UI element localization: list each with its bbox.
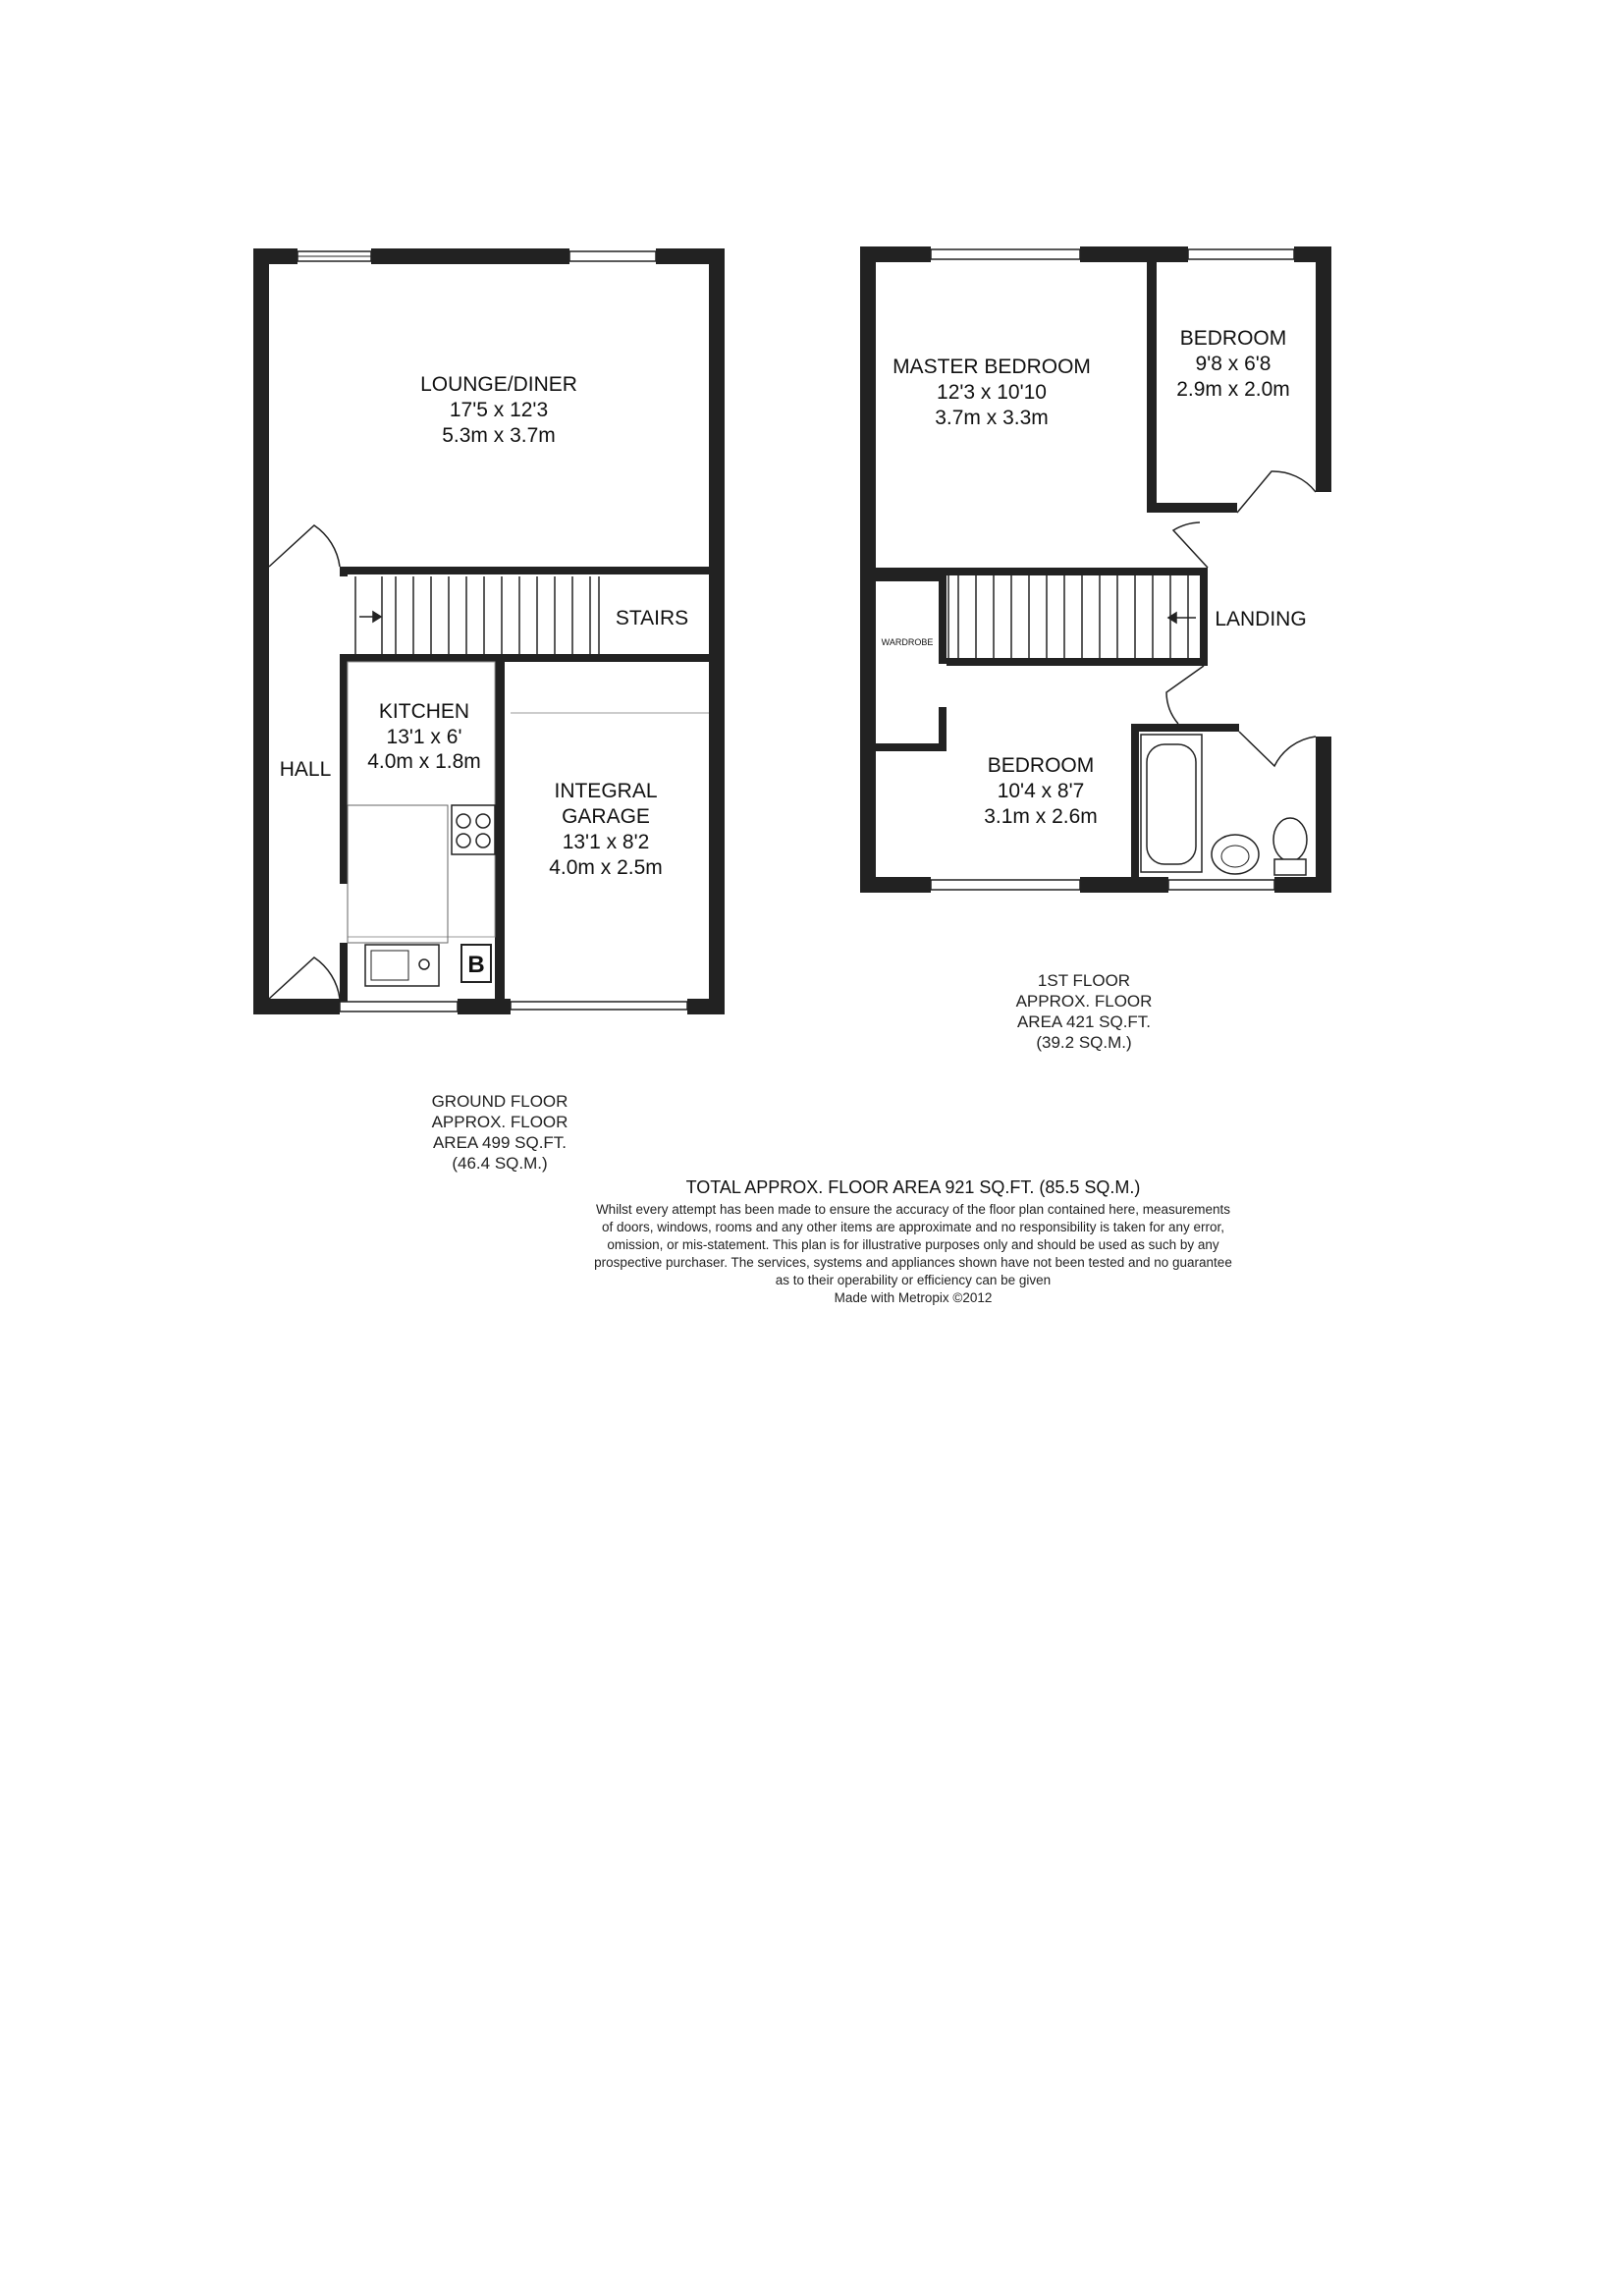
window: [340, 1002, 458, 1011]
bedroom2-metric: 2.9m x 2.0m: [1176, 378, 1290, 401]
wall: [340, 943, 348, 1002]
wall: [1200, 568, 1208, 666]
master-bedroom-name: MASTER BEDROOM: [893, 355, 1091, 378]
toilet-icon: [1273, 818, 1307, 875]
first-area-line2: APPROX. FLOOR: [1015, 992, 1153, 1011]
disclaimer-line: of doors, windows, rooms and any other items are approximate and no responsibility is taken for any error,: [601, 1220, 1225, 1234]
wall: [495, 662, 505, 1001]
wall: [1131, 724, 1239, 732]
disclaimer-line: Whilst every attempt has been made to ensure the accuracy of the floor plan contained here, measurements: [595, 1202, 1231, 1217]
stairs-label: STAIRS: [615, 607, 689, 629]
bedroom3-imperial: 10'4 x 8'7: [997, 780, 1085, 802]
garage-name: INTEGRAL: [554, 780, 658, 802]
disclaimer-line: prospective purchaser. The services, systems and appliances shown have not been tested and no guarantee: [594, 1255, 1232, 1270]
wall: [253, 248, 298, 264]
first-floor-plan: [860, 246, 1331, 1052]
wall: [709, 248, 725, 1014]
window: [1188, 249, 1294, 259]
door-swing: [269, 525, 340, 567]
kitchen-imperial: 13'1 x 6': [386, 726, 462, 748]
wall: [340, 658, 348, 884]
wall: [340, 654, 709, 662]
landing-label: LANDING: [1215, 608, 1307, 630]
basin-icon: [1212, 835, 1259, 874]
kitchen-metric: 4.0m x 1.8m: [367, 750, 481, 773]
wall: [1131, 724, 1139, 881]
hob-icon: [452, 805, 495, 854]
window: [931, 249, 1080, 259]
bedroom3-name: BEDROOM: [987, 754, 1095, 777]
lounge-name: LOUNGE/DINER: [420, 373, 577, 396]
total-floor-area: TOTAL APPROX. FLOOR AREA 921 SQ.FT. (85.5 SQ.M.): [685, 1177, 1141, 1197]
plan-footer: [594, 1177, 1232, 1305]
disclaimer-line: as to their operability or efficiency can be given: [775, 1273, 1052, 1287]
wall: [1147, 262, 1157, 513]
first-area-line3: AREA 421 SQ.FT.: [1016, 1012, 1152, 1031]
boiler-label: B: [467, 952, 485, 978]
wall: [1316, 246, 1331, 492]
master-bedroom-metric: 3.7m x 3.3m: [935, 407, 1049, 429]
first-area-line4: (39.2 SQ.M.): [1036, 1033, 1132, 1052]
wall: [860, 246, 876, 893]
wall: [340, 567, 709, 574]
ground-floor-plan: [253, 248, 725, 1173]
wall: [687, 999, 725, 1014]
garage-metric: 4.0m x 2.5m: [549, 856, 663, 879]
master-bedroom-imperial: 12'3 x 10'10: [937, 381, 1047, 404]
hall-label: HALL: [279, 758, 332, 781]
bedroom3-metric: 3.1m x 2.6m: [984, 805, 1098, 828]
wall: [458, 999, 495, 1014]
metropix-credit: Made with Metropix ©2012: [834, 1290, 993, 1305]
wall: [860, 877, 931, 893]
wall: [939, 575, 947, 664]
lounge-imperial: 17'5 x 12'3: [449, 399, 549, 421]
ground-area-line3: AREA 499 SQ.FT.: [432, 1133, 568, 1152]
wall: [1080, 877, 1168, 893]
kitchen-name: KITCHEN: [378, 700, 470, 723]
wall: [1274, 877, 1331, 893]
sink-icon: [365, 945, 439, 986]
door-swing: [1166, 666, 1204, 724]
door-swing: [269, 957, 340, 999]
wall: [876, 568, 1200, 575]
garage-name-line2: GARAGE: [562, 805, 650, 828]
wall: [939, 707, 947, 751]
disclaimer-line: omission, or mis-statement. This plan is for illustrative purposes only and should be used as such by any: [607, 1237, 1219, 1252]
first-area-line1: 1ST FLOOR: [1037, 971, 1131, 990]
bedroom2-name: BEDROOM: [1179, 327, 1287, 350]
wall: [876, 575, 945, 581]
wall: [947, 658, 1204, 666]
wall: [1316, 737, 1331, 893]
ground-area-line4: (46.4 SQ.M.): [452, 1154, 548, 1173]
door-swing: [1237, 471, 1316, 513]
wall: [253, 248, 269, 1014]
window: [1168, 880, 1274, 890]
window: [569, 251, 656, 261]
garage-imperial: 13'1 x 8'2: [562, 831, 650, 853]
stairs-treads: [355, 576, 599, 654]
wall: [495, 999, 511, 1014]
wardrobe-label: WARDROBE: [881, 637, 934, 647]
wall: [1080, 246, 1188, 262]
wall: [860, 246, 931, 262]
ground-area-line2: APPROX. FLOOR: [431, 1113, 568, 1131]
door-swing: [1173, 522, 1208, 568]
garage-door: [511, 1002, 687, 1010]
bath-icon: [1141, 735, 1202, 872]
wall: [253, 999, 340, 1014]
wall: [371, 248, 569, 264]
wall: [876, 743, 947, 751]
wall: [1147, 503, 1237, 513]
stairs-treads: [948, 575, 1196, 658]
lounge-metric: 5.3m x 3.7m: [442, 424, 556, 447]
worktop: [348, 805, 448, 943]
ground-area-line1: GROUND FLOOR: [431, 1092, 568, 1111]
bedroom2-imperial: 9'8 x 6'8: [1195, 353, 1271, 375]
door-swing: [1239, 732, 1316, 766]
window: [931, 880, 1080, 890]
